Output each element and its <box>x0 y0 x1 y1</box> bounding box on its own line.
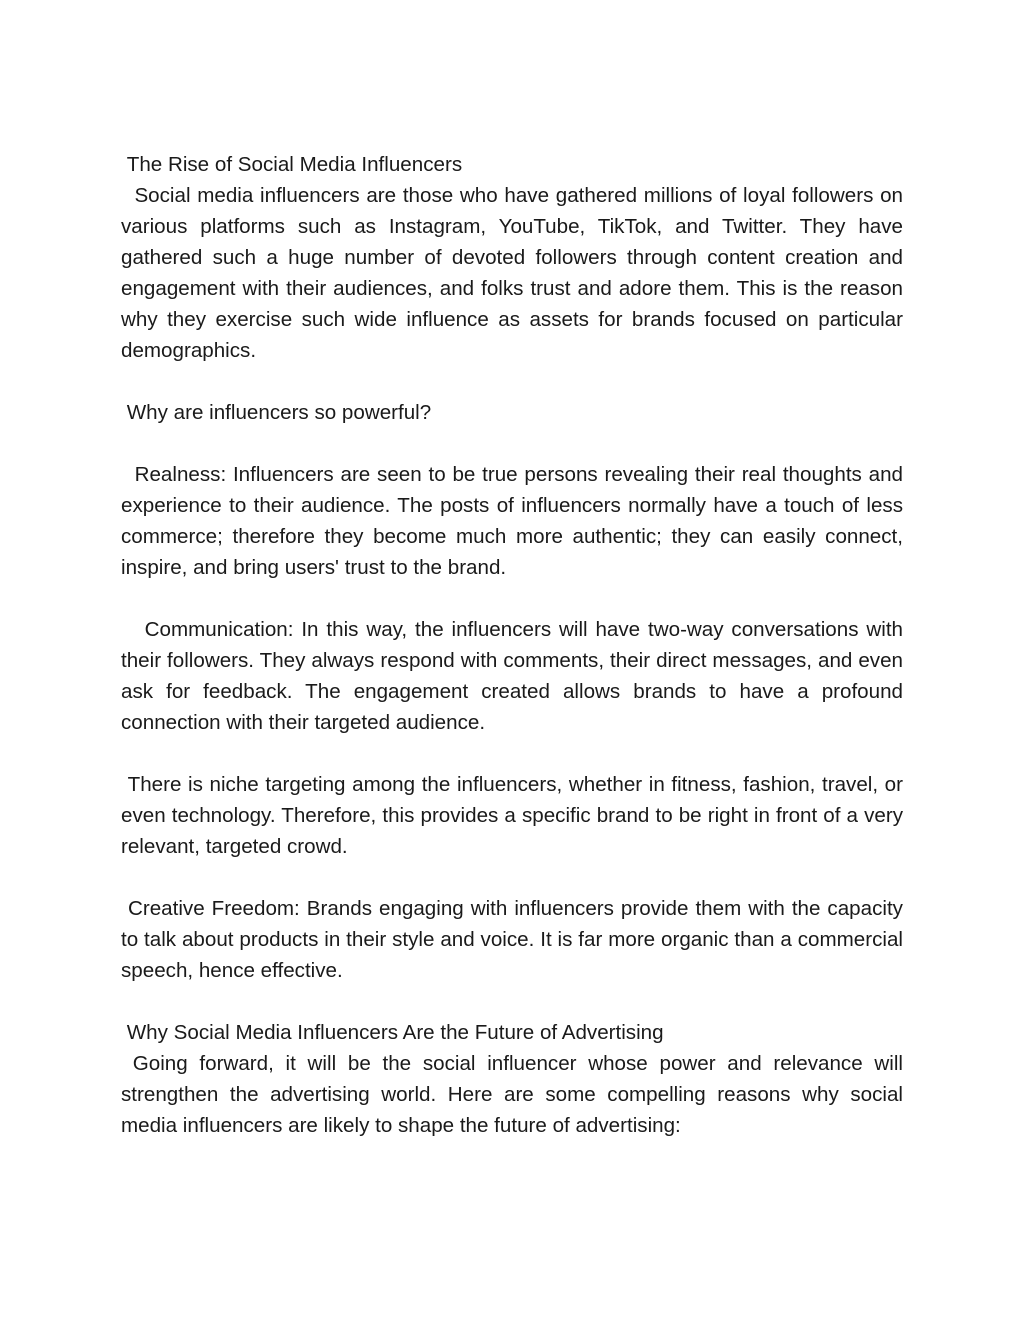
document-title: The Rise of Social Media Influencers <box>121 153 463 176</box>
paragraph-gap <box>121 862 903 893</box>
communication-paragraph: Communication: In this way, the influencers will have two-way conversations with their followers. They always respond with comments, their direct messages, and even ask for feedback. The engagement created allows brands to have a profound connection with their targeted audience. <box>121 618 909 734</box>
creative-freedom-paragraph: Creative Freedom: Brands engaging with influencers provide them with the capacity to talk about products in their style and voice. It is far more organic than a commercial speech, hence effective. <box>121 897 909 982</box>
document-page <box>121 149 909 1141</box>
paragraph-gap <box>121 738 903 769</box>
intro-paragraph: Social media influencers are those who have gathered millions of loyal followers on various platforms such as Instagram, YouTube, TikTok, and Twitter. They have gathered such a huge number of devoted followers through content creation and engagement with their audiences, and folks trust and adore them. This is the reason why they exercise such wide influence as assets for brands focused on particular demographics. <box>121 184 909 362</box>
future-paragraph: Going forward, it will be the social influencer whose power and relevance will strengthen the advertising world. Here are some compelling reasons why social media influencers are likely to shape the future of advertising: <box>121 1052 909 1137</box>
paragraph-gap <box>121 986 903 1017</box>
paragraph-gap <box>121 428 903 459</box>
niche-paragraph: There is niche targeting among the influencers, whether in fitness, fashion, travel, or even technology. Therefore, this provides a specific brand to be right in front of a very relevant, targeted crowd. <box>121 773 909 858</box>
realness-paragraph: Realness: Influencers are seen to be true persons revealing their real thoughts and experience to their audience. The posts of influencers normally have a touch of less commerce; therefore they become much more authentic; they can easily connect, inspire, and bring users' trust to the brand. <box>121 463 909 579</box>
section-heading-power: Why are influencers so powerful? <box>121 401 432 424</box>
paragraph-gap <box>121 366 903 397</box>
section-heading-future: Why Social Media Influencers Are the Future of Advertising <box>121 1021 664 1044</box>
paragraph-gap <box>121 583 903 614</box>
